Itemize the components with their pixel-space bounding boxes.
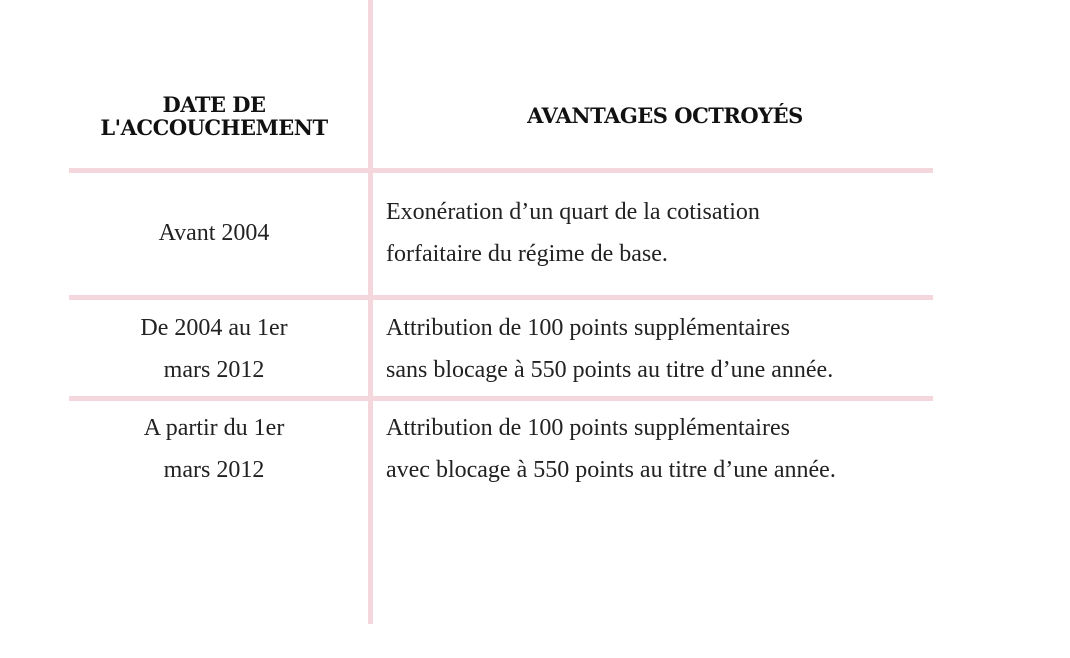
row-3-advantage-line2: avec blocage à 550 points au titre d’une année. [386, 457, 836, 483]
row-3-date-line1: A partir du 1er [143, 415, 285, 441]
row-1-date [70, 212, 358, 254]
row-3-advantage [386, 407, 946, 491]
row-1-date-line1: Avant 2004 [158, 220, 270, 246]
row-2-advantage [386, 307, 946, 391]
row-divider-2 [69, 396, 933, 401]
header-date-line2: L'ACCOUCHEMENT [100, 115, 328, 140]
row-1-advantage-line2: forfaitaire du régime de base. [386, 241, 668, 267]
row-3-date [70, 407, 358, 491]
row-2-advantage-line2: sans blocage à 550 points au titre d’une année. [386, 357, 834, 383]
row-2-date-line1: De 2004 au 1er [140, 315, 288, 341]
row-2-date [70, 307, 358, 391]
row-2-date-line2: mars 2012 [163, 357, 265, 383]
row-3-advantage-line1: Attribution de 100 points supplémentaires [386, 415, 790, 441]
column-divider [368, 0, 373, 624]
header-date-line1: DATE DE [162, 92, 266, 117]
row-3-date-line2: mars 2012 [163, 457, 265, 483]
header-date [70, 93, 358, 139]
row-1-advantage-line1: Exonération d’un quart de la cotisation [386, 199, 760, 225]
header-advantages: AVANTAGES OCTROYÉS [527, 103, 803, 128]
row-divider-header [69, 168, 933, 173]
row-2-advantage-line1: Attribution de 100 points supplémentaires [386, 315, 790, 341]
row-divider-1 [69, 295, 933, 300]
row-1-advantage [386, 191, 946, 275]
